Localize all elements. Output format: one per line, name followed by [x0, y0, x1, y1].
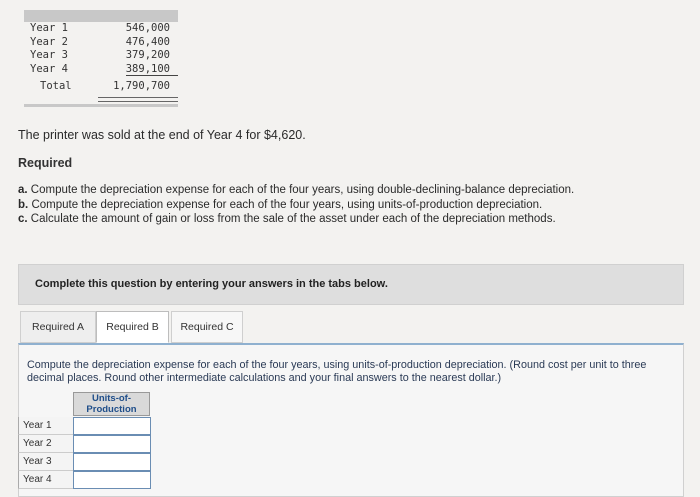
answer-row — [18, 435, 151, 453]
answer-input[interactable] — [74, 473, 150, 489]
answer-row — [18, 417, 151, 435]
total-value: 1,790,700 — [113, 80, 170, 92]
requirement-item — [18, 198, 574, 213]
answer-cell — [73, 453, 151, 471]
requirement-item — [18, 183, 574, 198]
table-row — [24, 49, 178, 63]
tab-required-a[interactable]: Required A — [20, 311, 96, 343]
required-heading: Required — [18, 156, 73, 170]
requirement-letter: a. — [18, 184, 28, 196]
total-label: Total — [40, 80, 72, 92]
requirements-list — [18, 183, 574, 227]
answer-row — [18, 453, 151, 471]
row-value: 379,200 — [125, 49, 170, 61]
requirement-letter: c. — [18, 213, 28, 225]
row-label: Year 2 — [30, 35, 68, 48]
requirement-text: Compute the depreciation expense for each of the four years, using units-of-production depreciation. — [31, 198, 543, 211]
double-underline — [98, 97, 178, 102]
table-row — [24, 63, 178, 77]
tab-required-c[interactable]: Required C — [171, 311, 243, 343]
requirement-text: Calculate the amount of gain or loss from the sale of the asset under each of the depreciation methods. — [30, 213, 556, 225]
answer-row-label: Year 4 — [18, 471, 73, 489]
answer-cell — [73, 417, 151, 435]
row-label: Year 4 — [30, 62, 68, 75]
row-label: Year 1 — [30, 22, 68, 34]
answer-input[interactable] — [74, 455, 150, 471]
answer-row-label: Year 3 — [18, 453, 73, 471]
instruction-bar: Complete this question by entering your answers in the tabs below. — [18, 264, 684, 305]
answer-row-label: Year 1 — [18, 417, 73, 435]
row-label: Year 3 — [30, 49, 68, 61]
table-footer-bar — [24, 104, 178, 107]
table-row — [24, 36, 178, 50]
answer-cell — [73, 435, 151, 453]
answer-grid — [18, 417, 151, 489]
table-header-bar — [24, 10, 178, 22]
table-row — [24, 22, 178, 36]
total-row — [24, 77, 178, 95]
row-value: 546,000 — [125, 22, 170, 34]
answer-cell — [73, 471, 151, 489]
answer-input[interactable] — [74, 437, 150, 453]
column-header: Units-of-Production — [73, 392, 150, 416]
panel-instructions: Compute the depreciation expense for each of the four years, using units-of-production depreciation. (Round cost per unit to three decimal places. Round other intermediate calculations and your final answers to the nearest dollar.) — [27, 359, 647, 384]
tab-bar — [20, 311, 243, 343]
row-value: 389,100 — [126, 63, 178, 77]
tab-required-b[interactable]: Required B — [96, 311, 169, 343]
requirement-letter: b. — [18, 198, 29, 211]
requirement-item — [18, 212, 574, 227]
row-value: 476,400 — [125, 35, 170, 48]
requirement-text: Compute the depreciation expense for each of the four years, using double-declining-balance depreciation. — [30, 184, 575, 196]
answer-row — [18, 471, 151, 489]
answer-input[interactable] — [74, 419, 150, 435]
answer-row-label: Year 2 — [18, 435, 73, 453]
production-table — [24, 10, 178, 107]
sale-statement: The printer was sold at the end of Year 4 for $4,620. — [18, 128, 306, 142]
